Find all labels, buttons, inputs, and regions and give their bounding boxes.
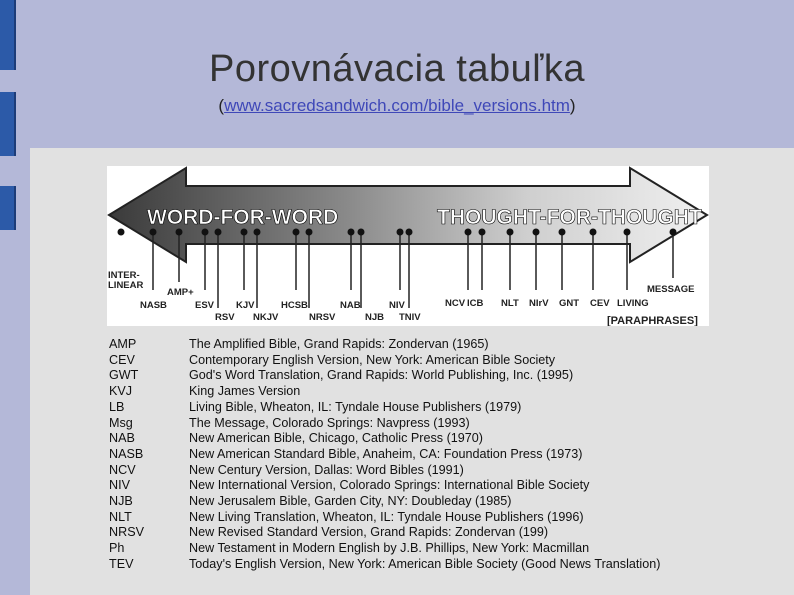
abbreviation-row xyxy=(109,541,660,557)
version-label: NRSV xyxy=(309,312,336,323)
abbreviation-code: NCV xyxy=(109,462,136,477)
version-label: KJV xyxy=(236,300,255,311)
version-marker-dot xyxy=(358,229,365,236)
abbreviation-code: NRSV xyxy=(109,525,144,540)
version-marker-dot xyxy=(559,229,566,236)
abbreviation-row xyxy=(109,447,660,463)
abbreviation-description: New American Bible, Chicago, Catholic Press (1970) xyxy=(189,431,483,446)
version-label: NCV xyxy=(445,298,466,309)
abbreviation-description: New Jerusalem Bible, Garden City, NY: Doubleday (1985) xyxy=(189,494,512,509)
abbreviation-code: Ph xyxy=(109,541,125,556)
version-marker-dot xyxy=(406,229,413,236)
abbreviation-row xyxy=(109,557,660,573)
abbreviation-description: The Amplified Bible, Grand Rapids: Zondervan (1965) xyxy=(189,337,489,351)
abbreviation-code: NIV xyxy=(109,478,130,493)
thought-for-thought-label: THOUGHT-FOR-THOUGHT xyxy=(437,206,702,229)
abbreviation-row xyxy=(109,368,660,384)
translation-spectrum-graphic xyxy=(107,166,709,326)
version-marker-dot xyxy=(215,229,222,236)
subtitle-paren-open: ( xyxy=(218,96,225,115)
abbreviation-code: GWT xyxy=(109,368,139,383)
abbreviation-description: New Century Version, Dallas: Word Bibles (1991) xyxy=(189,462,464,477)
abbreviation-code: NLT xyxy=(109,509,132,524)
version-marker-dot xyxy=(306,229,313,236)
version-label: INTER- xyxy=(108,270,140,281)
abbreviation-code: LB xyxy=(109,399,125,414)
version-marker-dot xyxy=(202,229,209,236)
abbreviation-row xyxy=(109,525,660,541)
paraphrases-label: [PARAPHRASES] xyxy=(607,315,698,326)
slide-title: Porovnávacia tabuľka xyxy=(209,48,585,90)
version-label: CEV xyxy=(590,298,610,309)
version-label: ICB xyxy=(467,298,484,309)
abbreviation-description: New Revised Standard Version, Grand Rapids: Zondervan (199) xyxy=(189,525,549,540)
version-label: NLT xyxy=(501,298,519,309)
version-label: MESSAGE xyxy=(647,284,695,295)
version-label: NIrV xyxy=(529,298,549,309)
version-label: NIV xyxy=(389,300,405,311)
version-marker-dot xyxy=(241,229,248,236)
version-marker-dot xyxy=(150,229,157,236)
slide-subtitle xyxy=(0,96,794,116)
word-for-word-label: WORD-FOR-WORD xyxy=(147,206,339,229)
abbreviation-row xyxy=(109,416,660,432)
abbreviation-row xyxy=(109,494,660,510)
version-marker-dot xyxy=(465,229,472,236)
version-label: NKJV xyxy=(253,312,279,323)
accent-bar xyxy=(0,186,16,230)
version-marker-dot xyxy=(670,229,677,236)
version-marker-dot xyxy=(397,229,404,236)
abbreviation-description: Contemporary English Version, New York: American Bible Society xyxy=(189,352,556,367)
abbreviation-description: New American Standard Bible, Anaheim, CA: Foundation Press (1973) xyxy=(189,446,583,461)
abbreviation-code: NASB xyxy=(109,446,144,461)
spectrum-svg xyxy=(107,166,709,326)
abbreviation-list xyxy=(109,337,660,573)
version-marker-dot xyxy=(624,229,631,236)
abbreviation-description: New Testament in Modern English by J.B. Phillips, New York: Macmillan xyxy=(189,541,590,556)
abbreviation-code: NJB xyxy=(109,494,133,509)
abbreviation-description: New Living Translation, Wheaton, IL: Tyndale House Publishers (1996) xyxy=(189,509,584,524)
abbreviation-code: TEV xyxy=(109,556,134,571)
version-marker-dot xyxy=(348,229,355,236)
abbreviation-code: AMP xyxy=(109,337,137,351)
version-marker-dot xyxy=(254,229,261,236)
version-label: NJB xyxy=(365,312,385,323)
version-label: ESV xyxy=(195,300,215,311)
version-marker-dot xyxy=(118,229,125,236)
abbreviation-row xyxy=(109,463,660,479)
abbreviation-code: KVJ xyxy=(109,384,133,399)
abbreviation-description: Today's English Version, New York: American Bible Society (Good News Translation) xyxy=(189,556,661,571)
abbreviation-row xyxy=(109,337,660,353)
abbreviation-description: Living Bible, Wheaton, IL: Tyndale House Publishers (1979) xyxy=(189,399,522,414)
version-label: NASB xyxy=(140,300,167,311)
abbreviation-code: CEV xyxy=(109,352,135,367)
version-label: RSV xyxy=(215,312,235,323)
subtitle-paren-close: ) xyxy=(569,96,576,115)
version-label: NAB xyxy=(340,300,361,311)
abbreviation-row xyxy=(109,431,660,447)
version-marker-dot xyxy=(507,229,514,236)
abbreviation-row xyxy=(109,478,660,494)
version-marker-dot xyxy=(293,229,300,236)
version-marker-dot xyxy=(533,229,540,236)
abbreviation-row xyxy=(109,353,660,369)
abbreviation-code: NAB xyxy=(109,431,135,446)
abbreviation-description: King James Version xyxy=(189,384,301,399)
abbreviation-row xyxy=(109,510,660,526)
source-link[interactable]: www.sacredsandwich.com/bible_versions.htm xyxy=(224,96,570,115)
version-label: HCSB xyxy=(281,300,308,311)
abbreviation-description: New International Version, Colorado Springs: International Bible Society xyxy=(189,478,590,493)
version-label: GNT xyxy=(559,298,580,309)
abbreviation-row xyxy=(109,384,660,400)
abbreviation-code: Msg xyxy=(109,415,133,430)
abbreviation-row xyxy=(109,400,660,416)
version-label: TNIV xyxy=(399,312,421,323)
version-label: AMP+ xyxy=(167,287,194,298)
version-marker-dot xyxy=(590,229,597,236)
abbreviation-description: God's Word Translation, Grand Rapids: World Publishing, Inc. (1995) xyxy=(189,368,574,383)
version-label-line2: LINEAR xyxy=(108,280,144,291)
version-marker-dot xyxy=(176,229,183,236)
version-marker-dot xyxy=(479,229,486,236)
abbreviation-description: The Message, Colorado Springs: Navpress (1993) xyxy=(189,415,470,430)
version-label: LIVING xyxy=(617,298,649,309)
